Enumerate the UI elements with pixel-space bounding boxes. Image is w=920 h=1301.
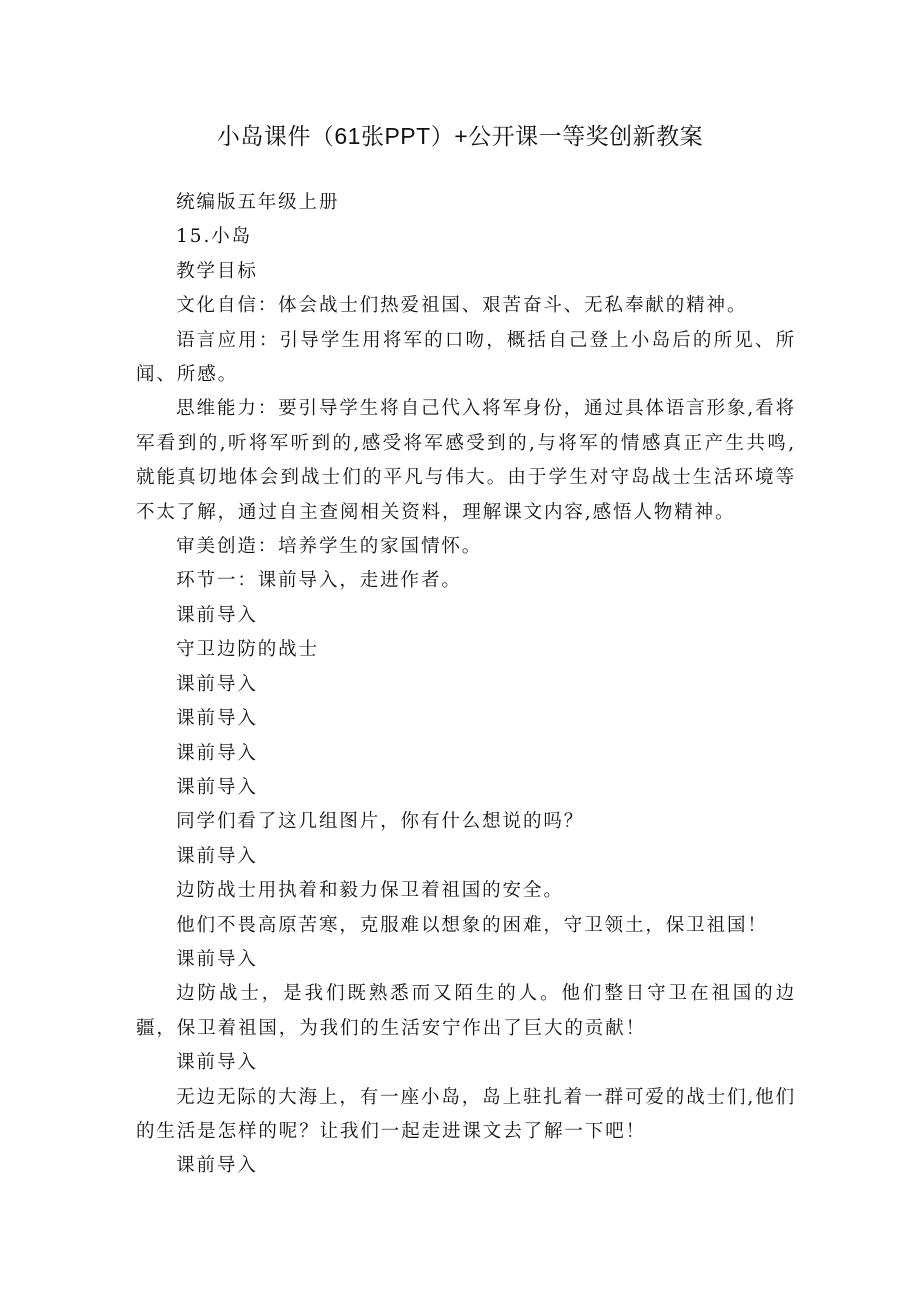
paragraph-section-one: 环节一：课前导入，走进作者。 — [176, 570, 462, 592]
paragraph-question: 同学们看了这几组图片，你有什么想说的吗？ — [176, 811, 585, 833]
paragraph-hardship: 他们不畏高原苦寒，克服难以想象的困难，守卫领土，保卫祖国！ — [176, 914, 768, 936]
paragraph-objective-aesthetic: 审美创造：培养学生的家国情怀。 — [176, 536, 483, 558]
paragraph-intro-label: 课前导入 — [176, 948, 258, 970]
paragraph-familiar-strangers: 边防战士，是我们既熟悉而又陌生的人。他们整日守卫在祖国的边疆，保卫着祖国，为我们的生活安宁作出了巨大的贡献！ — [136, 983, 796, 1039]
paragraph-grade: 统编版五年级上册 — [176, 192, 340, 213]
paragraph-heading-objectives: 教学目标 — [176, 260, 258, 282]
paragraph-intro-label: 课前导入 — [176, 1052, 258, 1074]
paragraph-intro-label: 课前导入 — [176, 708, 258, 730]
paragraph-objective-thinking: 思维能力：要引导学生将自己代入将军身份，通过具体语言形象,看将军看到的,听将军听到的,感受将军感受到的,与将军的情感真正产生共鸣,就能真切地体会到战士们的平凡与伟大。由于学生对守岛战士生活环境等不太了解，通过自主查阅相关资料，理解课文内容,感悟人物精神。 — [136, 398, 796, 523]
paragraph-island-intro: 无边无际的大海上，有一座小岛，岛上驻扎着一群可爱的战士们,他们的生活是怎样的呢？让我们一起走进课文去了解一下吧！ — [136, 1086, 796, 1142]
paragraph-lesson-number: 15.小岛 — [176, 226, 253, 248]
paragraph-intro-label: 课前导入 — [176, 845, 258, 867]
paragraph-objective-language: 语言应用：引导学生用将军的口吻，概括自己登上小岛后的所见、所闻、所感。 — [136, 329, 796, 386]
paragraph-intro-label: 课前导入 — [176, 776, 258, 798]
paragraph-intro-label: 课前导入 — [176, 1155, 258, 1177]
paragraph-border-guards: 边防战士用执着和毅力保卫着祖国的安全。 — [176, 880, 564, 902]
paragraph-intro-label: 课前导入 — [176, 673, 258, 695]
document-body — [136, 186, 796, 1184]
paragraph-soldiers: 守卫边防的战士 — [176, 639, 319, 661]
paragraph-intro-label: 课前导入 — [176, 604, 258, 626]
paragraph-objective-culture: 文化自信：体会战士们热爱祖国、艰苦奋斗、无私奉献的精神。 — [176, 295, 748, 317]
paragraph-intro-label: 课前导入 — [176, 742, 258, 764]
document-title: 小岛课件（61张PPT）+公开课一等奖创新教案 — [216, 123, 704, 149]
